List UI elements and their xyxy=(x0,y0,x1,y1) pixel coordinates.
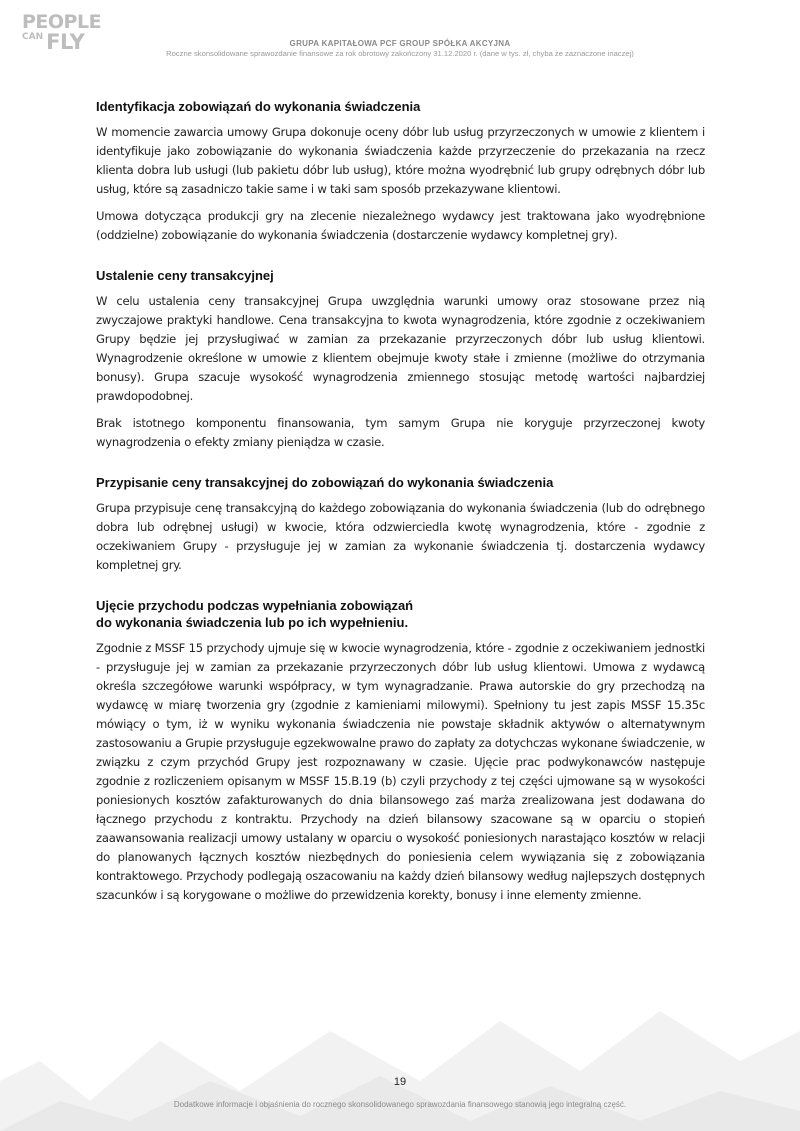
page-number: 19 xyxy=(393,1076,407,1088)
header-company-name: GRUPA KAPITAŁOWA PCF GROUP SPÓŁKA AKCYJNA xyxy=(289,39,511,48)
section-title-line1: Ujęcie przychodu podczas wypełniania zobowiązań xyxy=(96,598,414,613)
footer-note: Dodatkowe informacje i objaśnienia do rocznego skonsolidowanego sprawozdania finansowego stanowią jego integralną część. xyxy=(173,1100,627,1109)
paragraph: W celu ustalenia ceny transakcyjnej Grupa uwzględnia warunki umowy oraz stosowane przez nią zwyczajowe praktyki handlowe. Cena transakcyjna to kwota wynagrodzenia, które zgodnie z oczekiwaniem Grupy będzie jej przysługiwać w zamian za przekazanie przyrzeczonych dóbr lub usług klientowi. Wynagrodzenie określone w umowie z klientem obejmuje kwoty stałe i zmienne (możliwe do otrzymania bonusy). Grupa szacuje wysokość wynagrodzenia zmiennego stosując metodę wartości najbardziej prawdopodobnej. xyxy=(96,294,705,403)
header-subtitle: Roczne skonsolidowane sprawozdanie finansowe za rok obrotowy zakończony 31.12.2020 r. (dane w tys. zł, chyba że zaznaczone inaczej) xyxy=(166,49,634,58)
section-title-ujecie-przychodu xyxy=(96,597,705,631)
section-title-line2: do wykonania świadczenia lub po ich wypełnieniu. xyxy=(96,615,409,630)
logo-line-people: PEOPLE xyxy=(22,11,102,33)
logo-word-can: CAN xyxy=(22,32,44,43)
section-title-identyfikacja: Identyfikacja zobowiązań do wykonania świadczenia xyxy=(96,99,421,114)
paragraph: Grupa przypisuje cenę transakcyjną do każdego zobowiązania do wykonania świadczenia (lub do odrębnego dobra lub odrębnej usługi) w kwocie, która odzwierciedla kwotę wynagrodzenia, które - zgodnie z oczekiwaniem Grupy - przysługuje jej w zamian za wykonanie świadczenia tj. dostarczenia wydawcy kompletnej gry. xyxy=(96,501,705,572)
document-body xyxy=(96,98,705,905)
paragraph: Umowa dotycząca produkcji gry na zlecenie niezależnego wydawcy jest traktowana jako wyodrębnione (oddzielne) zobowiązanie do wykonania świadczenia (dostarczenie wydawcy kompletnej gry). xyxy=(96,209,705,242)
paragraph: W momencie zawarcia umowy Grupa dokonuje oceny dóbr lub usług przyrzeczonych w umowie z klientem i identyfikuje jako zobowiązanie do wykonania świadczenia każde przyrzeczenie do przekazania na rzecz klienta dobra lub usługi (lub pakietu dóbr lub usług), które można wyodrębnić lub grupy odrębnych dóbr lub usług, które są zasadniczo takie same i w taki sam sposób przekazywane klientowi. xyxy=(96,125,705,196)
paragraph: Brak istotnego komponentu finansowania, tym samym Grupa nie koryguje przyrzeczonej kwoty wynagrodzenia o efekty zmiany pieniądza w czasie. xyxy=(96,416,705,449)
paragraph: Zgodnie z MSSF 15 przychody ujmuje się w kwocie wynagrodzenia, które - zgodnie z oczekiwaniem jednostki - przysługuje jej w zamian za przekazanie przyrzeczonych dóbr lub usług klientowi. Umowa z wydawcą określa szczegółowe warunki współpracy, w tym wynagradzanie. Prawa autorskie do gry przechodzą na wydawcę w miarę tworzenia gry (zgodnie z kamieniami milowymi). Spełniony tu jest zapis MSSF 15.35c mówiący o tym, iż w wyniku wykonania świadczenia nie powstaje składnik aktywów o alternatywnym zastosowaniu a Grupie przysługuje egzekwowalne prawo do zapłaty za dotychczas wykonane świadczenie, w związku z czym przychód Grupy jest rozpoznawany w czasie. Ujęcie prac podwykonawców następuje zgodnie z rozliczeniem opisanym w MSSF 15.B.19 (b) czyli przychody z tej części ujmowane są w wysokości poniesionych kosztów zafakturowanych do dnia bilansowego zaś marża zrealizowana jest dodawana do łącznego przychodu z kontraktu. Przychody na dzień bilansowy szacowane są w oparciu o stopień zaawansowania realizacji umowy ustalany w oparciu o wysokość poniesionych narastająco kosztów w relacji do planowanych łącznych kosztów niezbędnych do poniesienia celem wywiązania się z zobowiązania kontraktowego. Przychody podlegają oszacowaniu na każdy dzień bilansowy według najlepszych dostępnych szacunków i są korygowane o możliwe do przewidzenia korekty, bonusy i inne elementy zmienne. xyxy=(96,641,705,902)
section-title-ustalenie-ceny: Ustalenie ceny transakcyjnej xyxy=(96,268,274,283)
section-title-przypisanie-ceny: Przypisanie ceny transakcyjnej do zobowiązań do wykonania świadczenia xyxy=(96,475,554,490)
logo-word-fly: FLY xyxy=(46,30,85,55)
